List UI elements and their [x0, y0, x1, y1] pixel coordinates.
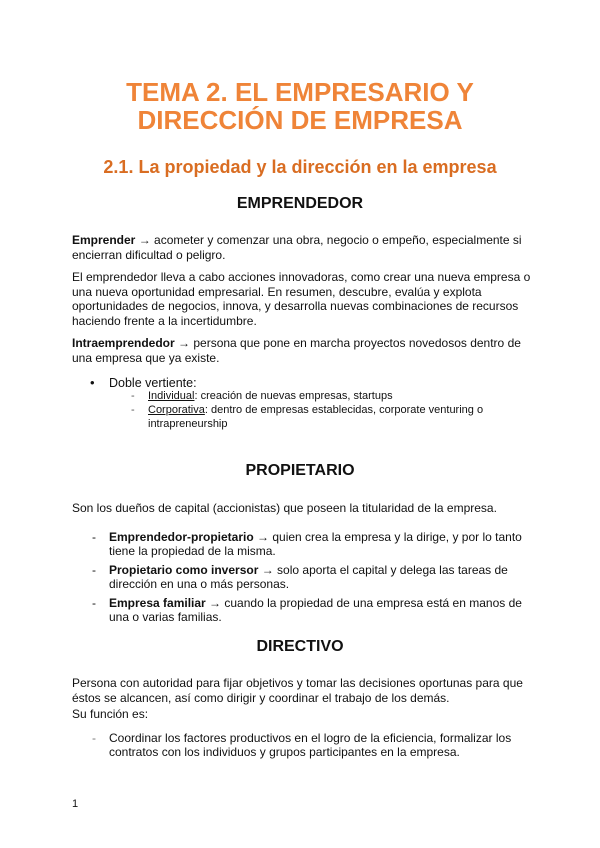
page-title-line-1: TEMA 2. EL EMPRESARIO Y: [126, 77, 474, 107]
bullet-doble-vertiente: Doble vertiente:: [109, 376, 197, 390]
definition: → persona que pone en marcha proyectos novedosos dentro de una empresa que ya existe.: [72, 336, 521, 365]
dash-icon: -: [92, 731, 96, 745]
dash-icon: -: [92, 530, 96, 544]
sub-item-individual: [148, 390, 528, 404]
term: Emprendedor-propietario: [109, 530, 254, 544]
list-item-emprendedor-propietario: [109, 530, 534, 558]
paragraph-emprender: [72, 233, 532, 262]
list-item-coordinar: Coordinar los factores productivos en el logro de la eficiencia, formalizar los contratos con los individuos y grupos participantes en la empresa.: [109, 731, 512, 759]
paragraph-directivo: Persona con autoridad para fijar objetivos y tomar las decisiones oportunas para que éstos se alcancen, así como dirigir y coordinar el trabajo de los demás.: [72, 676, 523, 705]
term: Individual: [148, 390, 195, 402]
term: Emprender: [72, 233, 136, 247]
list-item-empresa-familiar: [109, 596, 534, 624]
heading-emprendedor: EMPRENDEDOR: [236, 195, 364, 212]
definition: : dentro de empresas establecidas, corporate venturing o intrapreneurship: [148, 404, 484, 430]
list-item-propietario-inversor: [109, 563, 534, 591]
page-title-line-2: DIRECCIÓN DE EMPRESA: [137, 105, 463, 135]
definition: → solo aporta el capital y delega las tareas de dirección en una o más personas.: [109, 563, 508, 591]
paragraph-propietario-intro: Son los dueños de capital (accionistas) que poseen la titularidad de la empresa.: [72, 501, 497, 515]
dash-icon: -: [131, 390, 135, 402]
paragraph-intraemprendedor: [72, 336, 532, 365]
dash-icon: -: [131, 404, 135, 416]
paragraph-emprendedor: El emprendedor lleva a cabo acciones innovadoras, como crear una nueva empresa o una nueva oportunidad empresarial. En resumen, descubre, evalúa y explota oportunidades de negocios, innova, y desarrolla nuevas combinaciones de recursos haciendo frente a la incertidumbre.: [72, 270, 531, 328]
term: Empresa familiar: [109, 596, 206, 610]
paragraph-funcion: Su función es:: [72, 707, 149, 721]
section-subtitle: 2.1. La propiedad y la dirección en la empresa: [103, 157, 497, 177]
term: Propietario como inversor: [109, 563, 259, 577]
bullet-icon: •: [90, 375, 95, 390]
definition: → quien crea la empresa y la dirige, y por lo tanto tiene la propiedad de la misma.: [109, 530, 522, 558]
heading-directivo: DIRECTIVO: [256, 638, 344, 655]
dash-icon: -: [92, 563, 96, 577]
term: Corporativa: [148, 404, 205, 416]
dash-icon: -: [92, 596, 96, 610]
heading-propietario: PROPIETARIO: [245, 462, 355, 479]
definition: : creación de nuevas empresas, startups: [194, 390, 393, 402]
page-number: 1: [72, 798, 79, 810]
term: Intraemprendedor: [72, 336, 175, 350]
definition: → cuando la propiedad de una empresa está en manos de una o varias familias.: [109, 596, 522, 624]
sub-item-corporativa: [148, 404, 528, 431]
definition: → acometer y comenzar una obra, negocio o empeño, especialmente si encierran dificultad o peligro.: [72, 233, 522, 262]
